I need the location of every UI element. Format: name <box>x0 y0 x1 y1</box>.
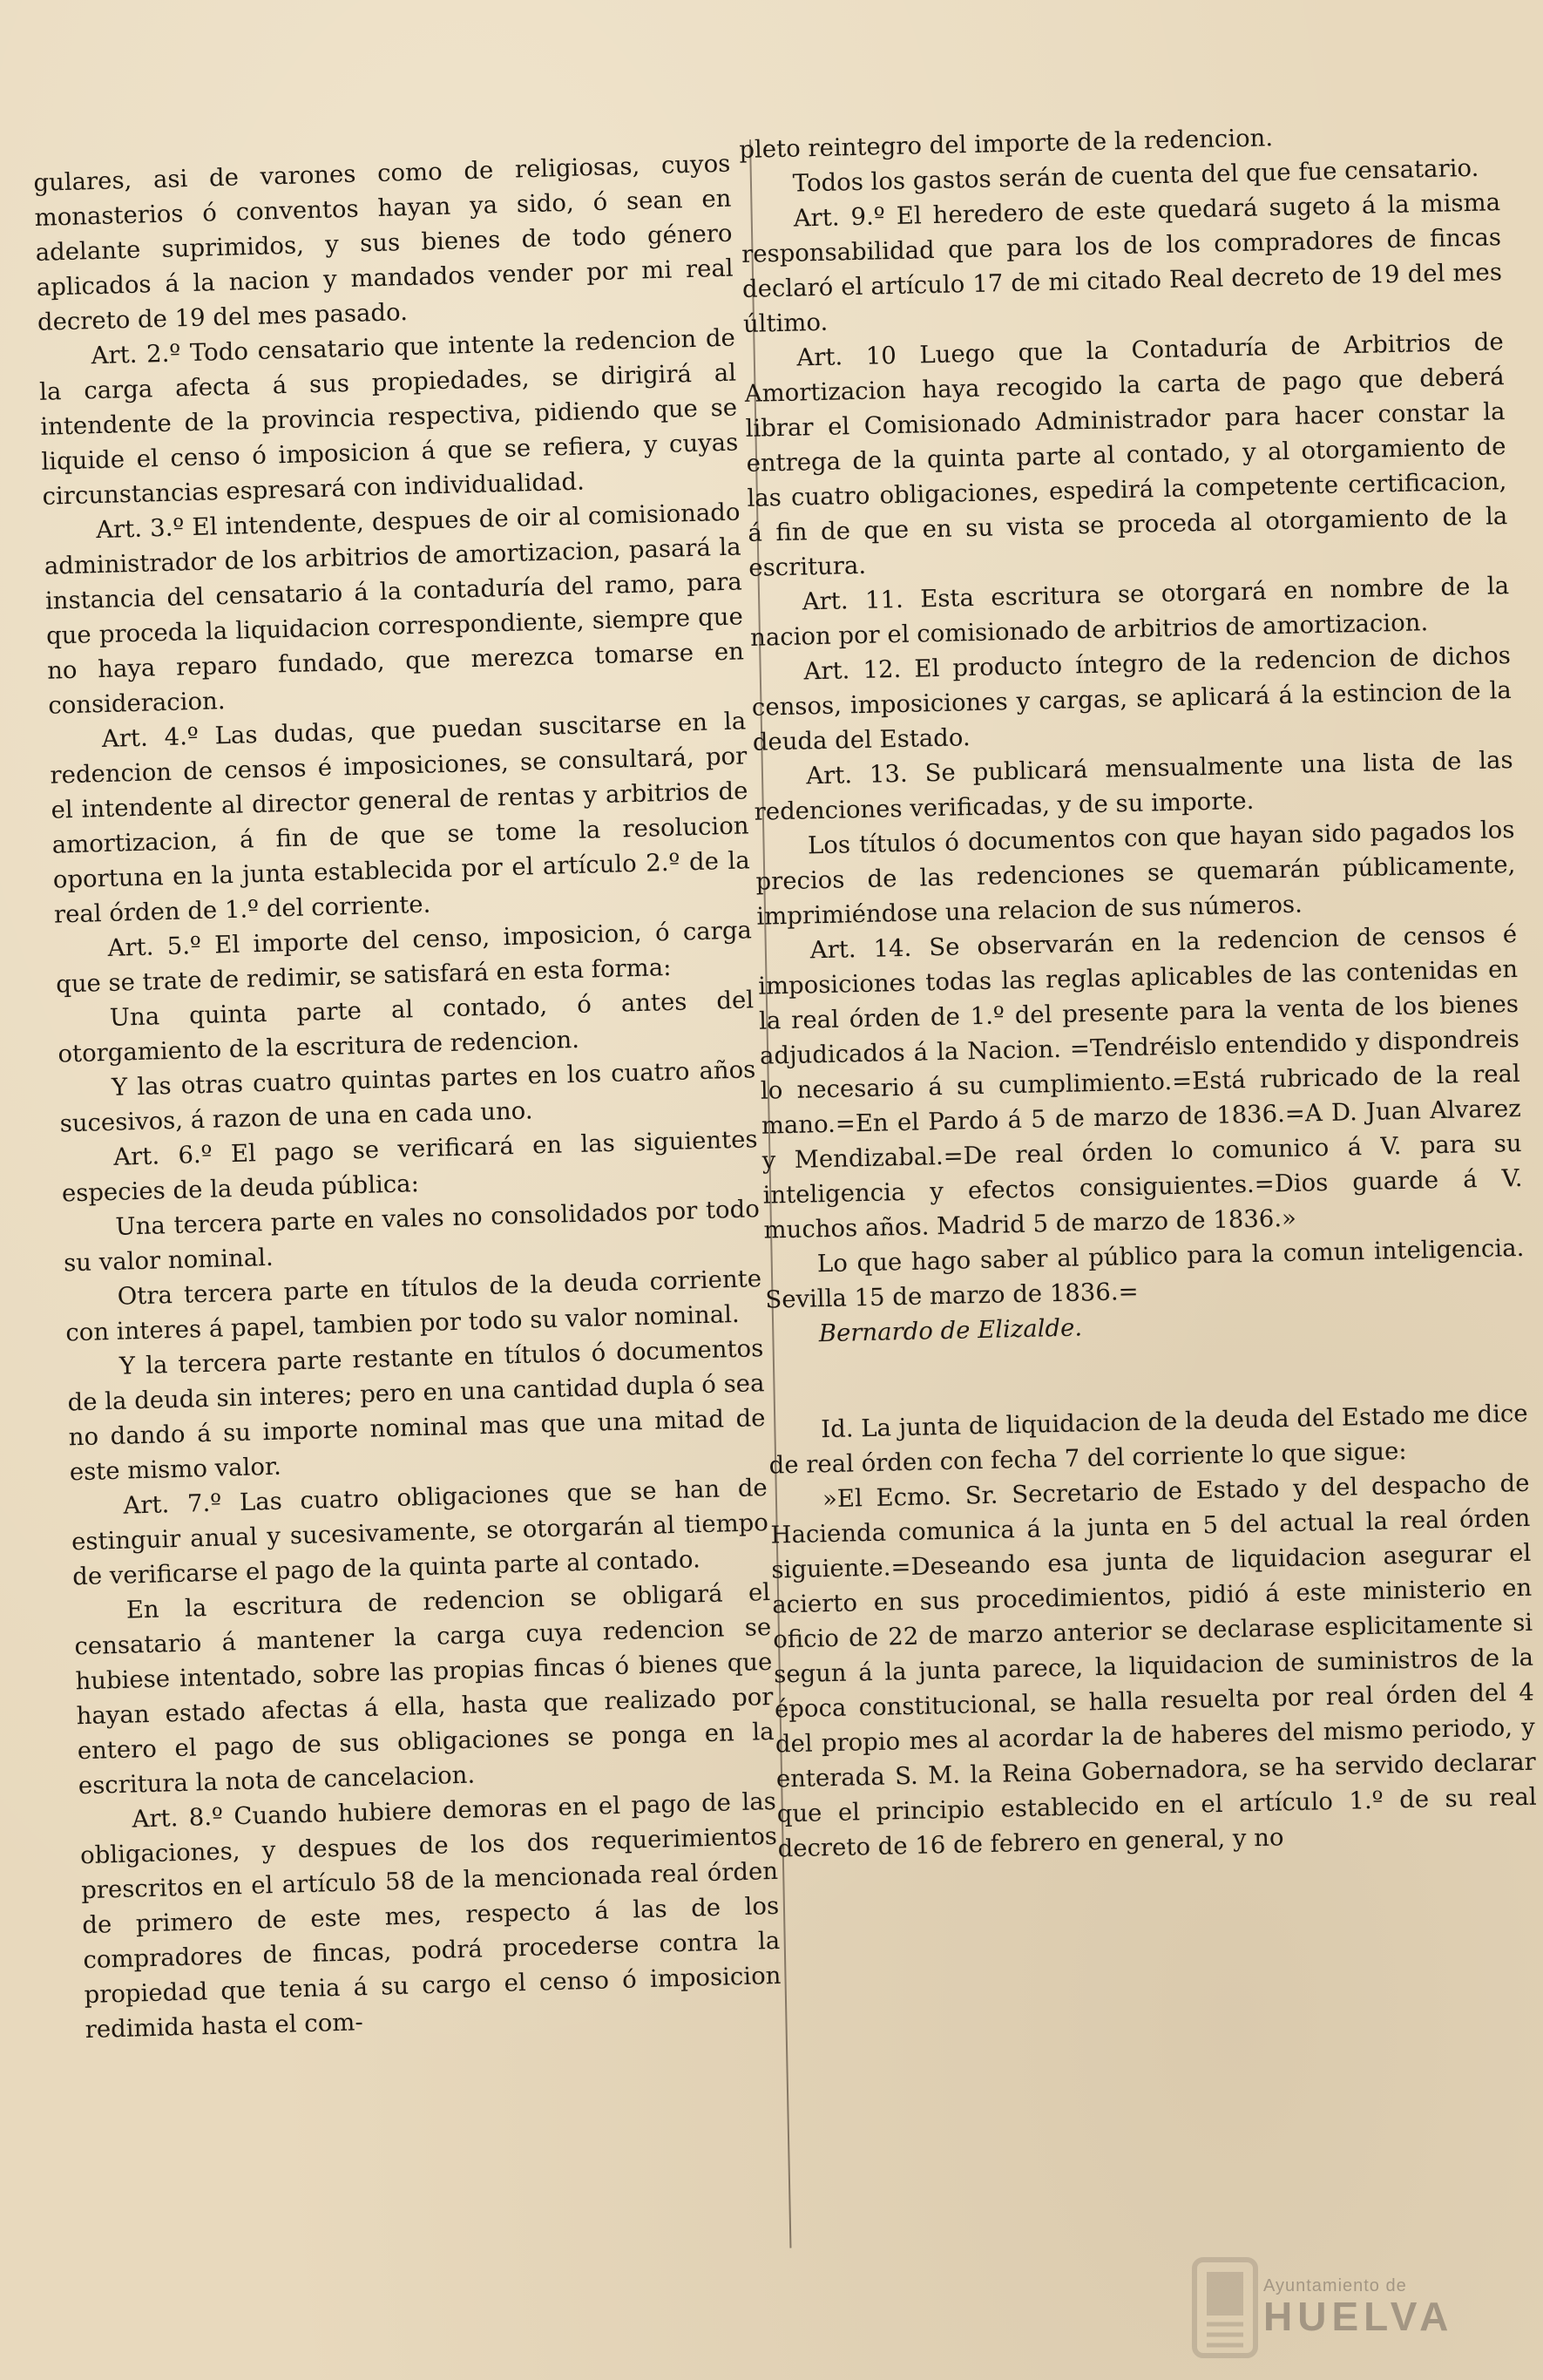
paragraph: Art. 12. El producto íntegro de la redencion de dichos censos, imposiciones y cargas, se aplicará á la estincion de la deuda del Estado. <box>751 641 1513 756</box>
right-column <box>739 115 1538 1866</box>
paragraph: Art. 6.º El pago se verificará en las siguientes especies de la deuda pública: <box>61 1125 758 1208</box>
watermark-line1: Ayuntamiento de <box>1263 2276 1407 2295</box>
paragraph: Art. 5.º El importe del censo, imposicion, ó carga que se trate de redimir, se satisfará en esta forma: <box>55 916 753 999</box>
paragraph: Art. 4.º Las dudas, que puedan suscitarse en la redencion de censos é imposiciones, se consultará, por el intendente al director general de rentas y arbitrios de amortizacion, á fin de que se tome la resolucion oportuna en la junta establecida por el artículo 2.º de la real órden de 1.º del corriente. <box>50 707 751 929</box>
paragraph: Una tercera parte en vales no consolidados por todo su valor nominal. <box>63 1195 761 1278</box>
paragraph: En la escritura de redencion se obligará el censatario á mantener la carga cuya redencion se hubiese intentado, sobre las propias fincas ó bienes que hayan estado afectas á ella, hasta que realizado por entero el pago de sus obligaciones se ponga en la escritura la nota de cancelacion. <box>74 1578 775 1800</box>
paragraph: Art. 3.º El intendente, despues de oir al comisionado administrador de los arbitrios de amortizacion, pasará la instancia del censatario á la contaduría del ramo, para que proceda la liquidacion correspondiente, siempre que no haya reparo fundado, que merezca tomarse en consideracion. <box>44 498 745 720</box>
left-column <box>33 146 782 2047</box>
paragraph: gulares, asi de varones como de religiosas, cuyos monasterios ó conventos hayan ya sido, ó sean en adelante suprimidos, y sus bienes de todo género aplicados á la nacion y mandados vender por mi real decreto de 19 del mes pasado. <box>33 149 734 336</box>
paragraph: Todos los gastos serán de cuenta del que fue censatario. <box>792 153 1479 198</box>
paragraph: pleto reintegro del importe de la redencion. <box>739 124 1274 164</box>
paragraph: Y la tercera parte restante en títulos ó documentos de la deuda sin interes; pero en una cantidad dupla ó sea no dando á su importe nominal mas que una mitad de este mismo valor. <box>67 1334 766 1487</box>
paragraph: Y las otras cuatro quintas partes en los cuatro años sucesivos, á razon de una en cada uno. <box>59 1055 756 1138</box>
paragraph: Art. 7.º Las cuatro obligaciones que se han de estinguir anual y sucesivamente, se otorgarán al tiempo de verificarse el pago de la quinta parte al contado. <box>71 1474 769 1591</box>
paragraph: Lo que hago saber al público para la comun inteligencia. Sevilla 15 de marzo de 1836.= <box>765 1233 1525 1314</box>
paragraph: Otra tercera parte en títulos de la deuda corriente con interes á papel, tambien por todo su valor nominal. <box>64 1265 762 1347</box>
watermark <box>1263 2276 1454 2339</box>
watermark-line2: HUELVA <box>1263 2294 1454 2339</box>
paragraph: Art. 13. Se publicará mensualmente una lista de las redenciones verificadas, y de su importe. <box>754 746 1513 826</box>
paragraph: Id. La junta de liquidacion de la deuda del Estado me dice de real órden con fecha 7 del corriente lo que sigue: <box>768 1399 1528 1480</box>
paragraph: »El Ecmo. Sr. Secretario de Estado y del despacho de Hacienda comunica á la junta en 5 del actual la real órden siguiente.=Deseando esa junta de liquidacion asegurar el acierto en sus procedimientos, pidió á este ministerio en oficio de 22 de marzo anterior se declarase esplicitamente si segun á la junta parece, la liquidacion de suministros de la época constitucional, se halla resuelta por real órden del 4 del propio mes al acordar la de haberes del mismo periodo, y enterada S. M. la Reina Gobernadora, se ha servido declarar que el principio establecido en el artículo 1.º de su real decreto de 16 de febrero en general, y no <box>770 1468 1537 1863</box>
paragraph: Art. 11. Esta escritura se otorgará en nombre de la nacion por el comisionado de arbitrios de amortizacion. <box>749 572 1510 652</box>
paragraph: Art. 9.º El heredero de este quedará sugeto á la misma responsabilidad que para los de los compradores de fincas declaró el artículo 17 de mi citado Real decreto de 19 del mes último. <box>741 188 1503 338</box>
paragraph: Art. 10 Luego que la Contaduría de Arbitrios de Amortizacion haya recogido la carta de pago que deberá librar el Comisionado Administrador para hacer constar la entrega de la quinta parte al contado, y al otorgamiento de las cuatro obligaciones, espedirá la competente certificacion, á fin de que en su vista se proceda al otorgamiento de la escritura. <box>744 328 1508 582</box>
paragraph: Una quinta parte al contado, ó antes del otorgamiento de la escritura de redencion. <box>58 986 755 1068</box>
paragraph: Art. 14. Se observarán en la redencion de censos é imposiciones todas las reglas aplicables de las contenidas en la real órden de 1.º del presente para la venta de los bienes adjudicados á la Nacion. =Tendréislo entendido y dispondreis lo necesario á su cumplimiento.=Está rubricado de la real mano.=En el Pardo á 5 de marzo de 1836.=A D. Juan Alvarez y Mendizabal.=De real órden lo comunico á V. para su inteligencia y efectos consiguientes.=Dios guarde á V. muchos años. Madrid 5 de marzo de 1836.» <box>757 919 1523 1244</box>
paragraph: Art. 2.º Todo censatario que intente la redencion de la carga afecta á sus propiedades, se dirigirá al intendente de la provincia respectiva, pidiendo que se liquide el censo ó imposicion á que se refiera, y cuyas circunstancias espresará con individualidad. <box>38 323 739 511</box>
paragraph: Los títulos ó documentos con que hayan sido pagados los precios de las redenciones se quemarán públicamente, imprimiéndose una relacion de sus números. <box>755 816 1516 931</box>
paragraph: Art. 8.º Cuando hubiere demoras en el pago de las obligaciones, y despues de los dos requerimientos prescritos en el artículo 58 de la mencionada real órden de primero de este mes, respecto á las de los compradores de fincas, podrá procederse contra la propiedad que tenia á su cargo el censo ó imposicion redimida hasta el com- <box>79 1787 782 2044</box>
signature: Bernardo de Elizalde. <box>818 1313 1083 1348</box>
